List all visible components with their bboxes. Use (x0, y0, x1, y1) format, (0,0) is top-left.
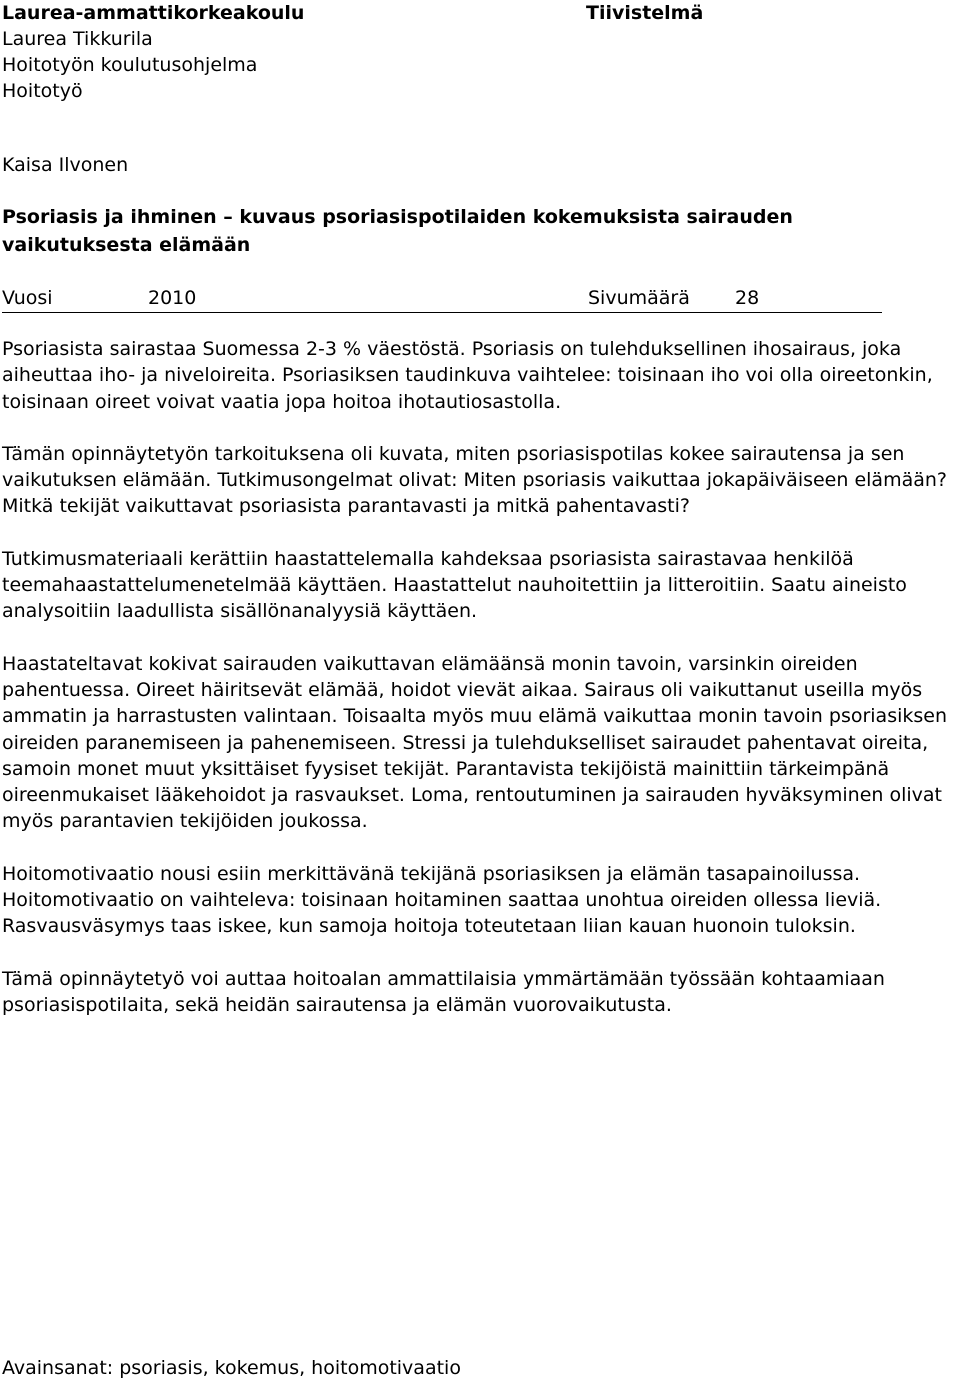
page-count-label: Sivumäärä (588, 287, 690, 309)
abstract-body (2, 336, 947, 1044)
abstract-paragraph: Tämän opinnäytetyön tarkoituksena oli kuvata, miten psoriasispotilas kokee sairautensa ja sen vaikutuksen elämään. Tutkimusongelmat olivat: Miten psoriasis vaikuttaa jokapäiväiseen elämään? Mitkä tekijät vaikuttavat psoriasista parantavasti ja mitkä pahentavasti? (2, 442, 947, 518)
page-count-value: 28 (735, 287, 760, 309)
document-header (2, 0, 942, 104)
year-value: 2010 (148, 287, 197, 309)
degree-programme: Hoitotyön koulutusohjelma (2, 54, 258, 76)
abstract-paragraph: Psoriasista sairastaa Suomessa 2-3 % väestöstä. Psoriasis on tulehduksellinen ihosairaus, joka aiheuttaa iho- ja niveloireita. Psoriasiksen taudinkuva vaihtelee: toisinaan iho voi olla oireetonkin, toisinaan oireet voivat vaatia jopa hoitoa ihotautiosastolla. (2, 338, 933, 413)
year-label: Vuosi (2, 287, 53, 309)
abstract-paragraph: Hoitomotivaatio nousi esiin merkittävänä tekijänä psoriasiksen ja elämän tasapainoilussa. Hoitomotivaatio on vaihteleva: toisinaan hoitaminen saattaa unohtua oireiden ollessa lieviä. Rasvausväsymys taas iskee, kun samoja hoitoja toteutetaan liian kauan huonoin tuloksin. (2, 862, 882, 938)
abstract-paragraph: Haastateltavat kokivat sairauden vaikuttavan elämäänsä monin tavoin, varsinkin oireiden pahentuessa. Oireet häiritsevät elämää, hoidot vievät aikaa. Sairaus oli vaikuttanut useilla myös ammatin ja harrastusten valintaan. Toisaalta myös muu elämä vaikuttaa monin tavoin psoriasiksen oireiden paranemiseen ja pahenemiseen. Stressi ja tulehdukselliset sairaudet pahentavat oireita, samoin monet muut yksittäiset fyysiset tekijät. Parantavista tekijöistä mainittiin tärkeimpänä oireenmukaiset lääkehoidot ja rasvaukset. Loma, rentoutuminen ja sairauden hyväksyminen olivat myös parantavien tekijöiden joukossa. (2, 652, 948, 833)
institution-name: Laurea-ammattikorkeakoulu (2, 2, 305, 24)
document-type-heading: Tiivistelmä (586, 2, 704, 24)
abstract-paragraph: Tutkimusmateriaali kerättiin haastattelemalla kahdeksaa psoriasista sairastavaa henkilöä teemahaastattelumenetelmää käyttäen. Haastattelut nauhoitettiin ja litteroitiin. Saatu aineisto analysoitiin laadullista sisällönanalyysiä käyttäen. (2, 547, 907, 623)
author-name: Kaisa Ilvonen (2, 154, 129, 176)
metadata-row (2, 284, 882, 313)
keywords-line: Avainsanat: psoriasis, kokemus, hoitomotivaatio (2, 1357, 461, 1379)
field-of-study: Hoitotyö (2, 80, 83, 102)
campus-name: Laurea Tikkurila (2, 28, 153, 50)
thesis-title: Psoriasis ja ihminen – kuvaus psoriasispotilaiden kokemuksista sairauden vaikutuksesta elämään (2, 206, 793, 256)
abstract-paragraph: Tämä opinnäytetyö voi auttaa hoitoalan ammattilaisia ymmärtämään työssään kohtaamiaan psoriasispotilaita, sekä heidän sairautensa ja elämän vuorovaikutusta. (2, 967, 885, 1016)
